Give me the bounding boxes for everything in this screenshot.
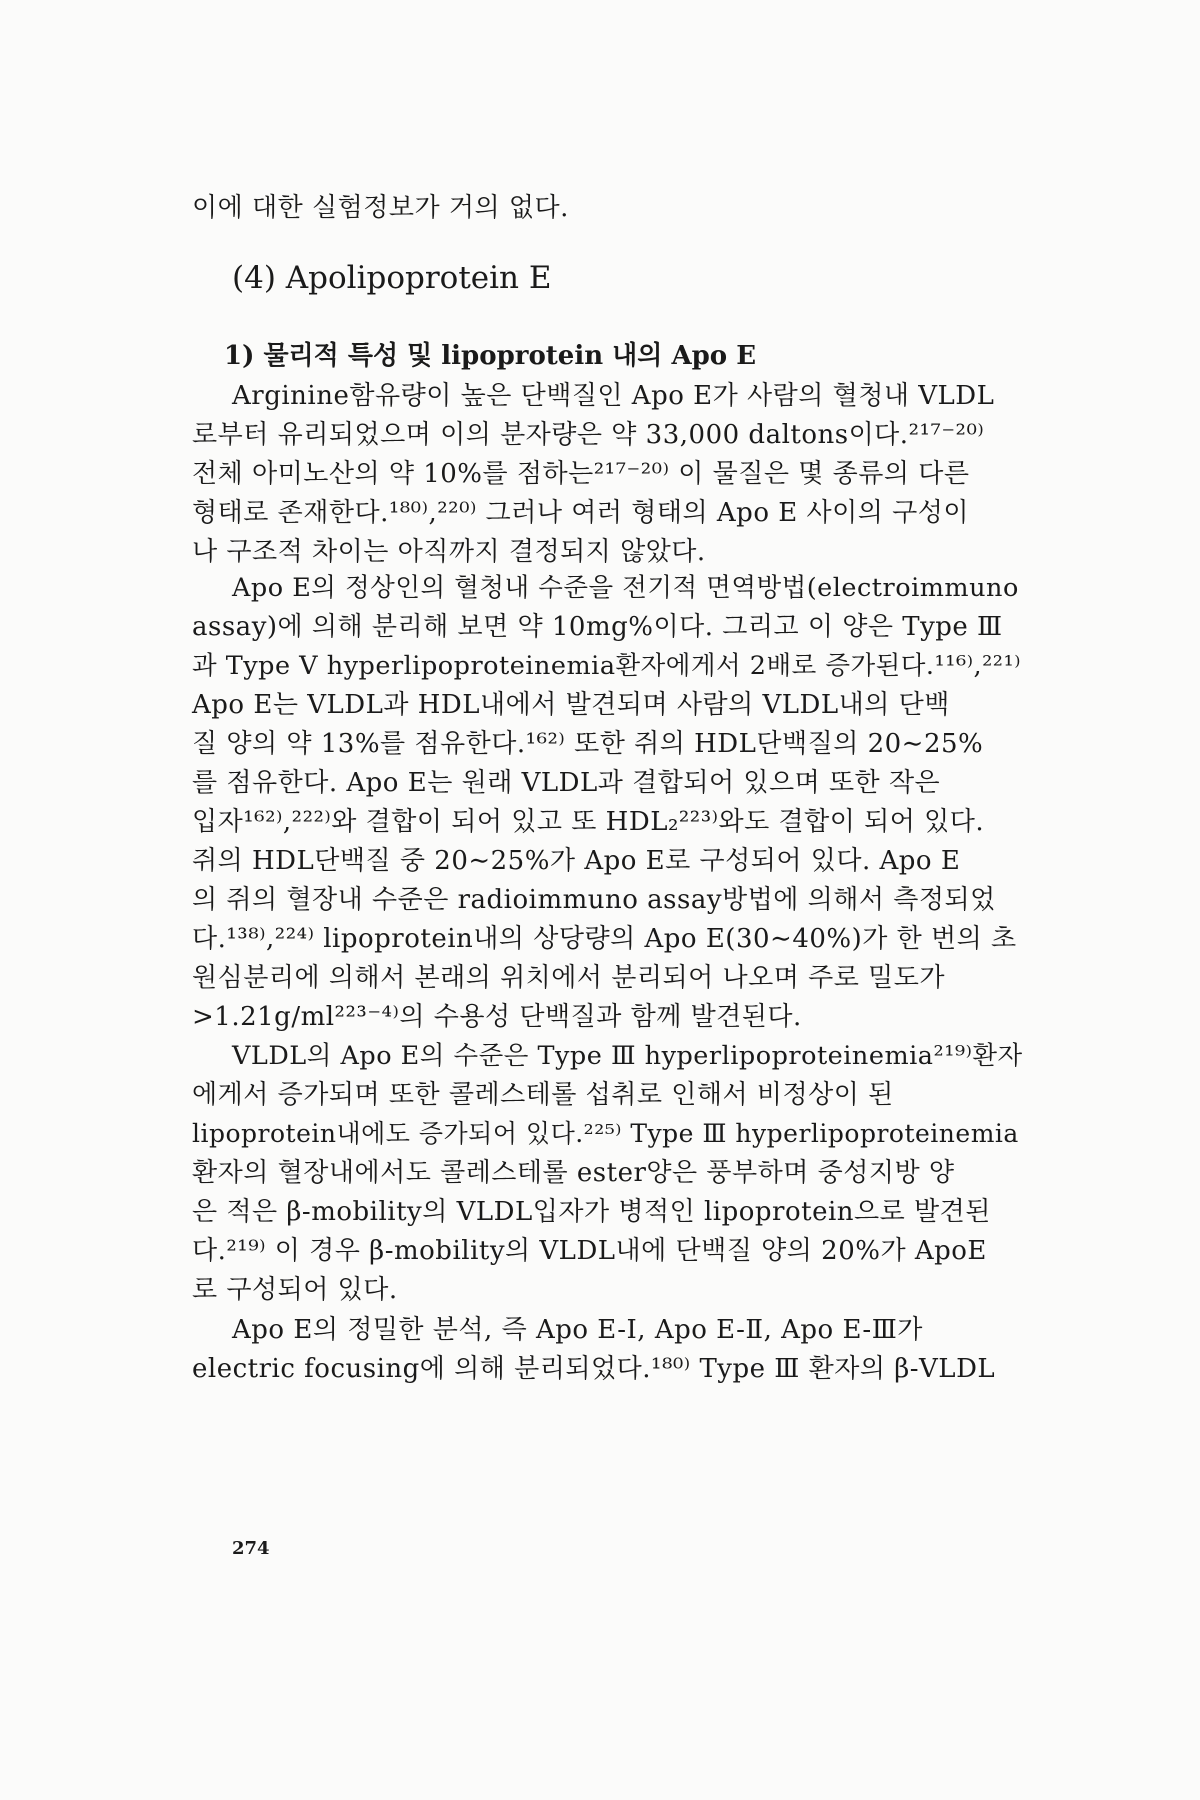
text-line: 전체 아미노산의 약 10%를 점하는²¹⁷⁻²⁰⁾ 이 물질은 몇 종류의 다른 <box>192 459 970 489</box>
subsection-heading: 1) 물리적 특성 및 lipoprotein 내의 Apo E <box>224 341 757 371</box>
text-line: 다.¹³⁸⁾,²²⁴⁾ lipoprotein내의 상당량의 Apo E(30∼40%)가 한 번의 초 <box>192 924 1017 954</box>
section-heading: (4) Apolipoprotein E <box>232 260 552 296</box>
page-number: 274 <box>232 1538 270 1559</box>
text-line: lipoprotein내에도 증가되어 있다.²²⁵⁾ Type Ⅲ hyperlipoproteinemia <box>192 1119 1019 1148</box>
text-line: Arginine함유량이 높은 단백질인 Apo E가 사람의 혈청내 VLDL <box>232 381 995 411</box>
text-line: 과 Type V hyperlipoproteinemia환자에게서 2배로 증가된다.¹¹⁶⁾,²²¹⁾ <box>192 651 1021 681</box>
text-line: 형태로 존재한다.¹⁸⁰⁾,²²⁰⁾ 그러나 여러 형태의 Apo E 사이의 구성이 <box>192 498 969 528</box>
text-line: Apo E의 정상인의 혈청내 수준을 전기적 면역방법(electroimmuno <box>232 573 1019 603</box>
opening-line: 이에 대한 실험정보가 거의 없다. <box>192 193 569 223</box>
text-line: 로부터 유리되었으며 이의 분자량은 약 33,000 daltons이다.²¹⁷⁻²⁰⁾ <box>192 420 985 450</box>
text-line: 의 쥐의 혈장내 수준은 radioimmuno assay방법에 의해서 측정되었 <box>192 885 996 915</box>
text-line: 입자¹⁶²⁾,²²²⁾와 결합이 되어 있고 또 HDL₂²²³⁾와도 결합이 되어 있다. <box>192 807 985 837</box>
text-line: 환자의 혈장내에서도 콜레스테롤 ester양은 풍부하며 중성지방 양 <box>192 1158 955 1188</box>
text-line: Apo E의 정밀한 분석, 즉 Apo E-Ⅰ, Apo E-Ⅱ, Apo E-Ⅲ가 <box>232 1315 923 1345</box>
text-line: 질 양의 약 13%를 점유한다.¹⁶²⁾ 또한 쥐의 HDL단백질의 20∼25% <box>192 729 984 759</box>
text-line: 은 적은 β-mobility의 VLDL입자가 병적인 lipoprotein으로 발견된 <box>192 1197 991 1227</box>
text-line: 원심분리에 의해서 본래의 위치에서 분리되어 나오며 주로 밀도가 <box>192 963 945 993</box>
text-line: 쥐의 HDL단백질 중 20∼25%가 Apo E로 구성되어 있다. Apo E <box>192 846 961 876</box>
text-line: 를 점유한다. Apo E는 원래 VLDL과 결합되어 있으며 또한 작은 <box>192 768 941 798</box>
text-line: >1.21g/ml²²³⁻⁴⁾의 수용성 단백질과 함께 발견된다. <box>192 1002 802 1032</box>
text-line: VLDL의 Apo E의 수준은 Type Ⅲ hyperlipoproteinemia²¹⁹⁾환자 <box>232 1041 1023 1071</box>
text-line: Apo E는 VLDL과 HDL내에서 발견되며 사람의 VLDL내의 단백 <box>192 690 950 720</box>
text-line: 로 구성되어 있다. <box>192 1275 398 1305</box>
text-line: 나 구조적 차이는 아직까지 결정되지 않았다. <box>192 537 706 567</box>
text-line: 에게서 증가되며 또한 콜레스테롤 섭취로 인해서 비정상이 된 <box>192 1080 894 1110</box>
text-line: 다.²¹⁹⁾ 이 경우 β-mobility의 VLDL내에 단백질 양의 20%가 ApoE <box>192 1236 987 1266</box>
text-line: assay)에 의해 분리해 보면 약 10mg%이다. 그리고 이 양은 Type Ⅲ <box>192 612 1003 642</box>
text-line: electric focusing에 의해 분리되었다.¹⁸⁰⁾ Type Ⅲ 환자의 β-VLDL <box>192 1354 996 1384</box>
